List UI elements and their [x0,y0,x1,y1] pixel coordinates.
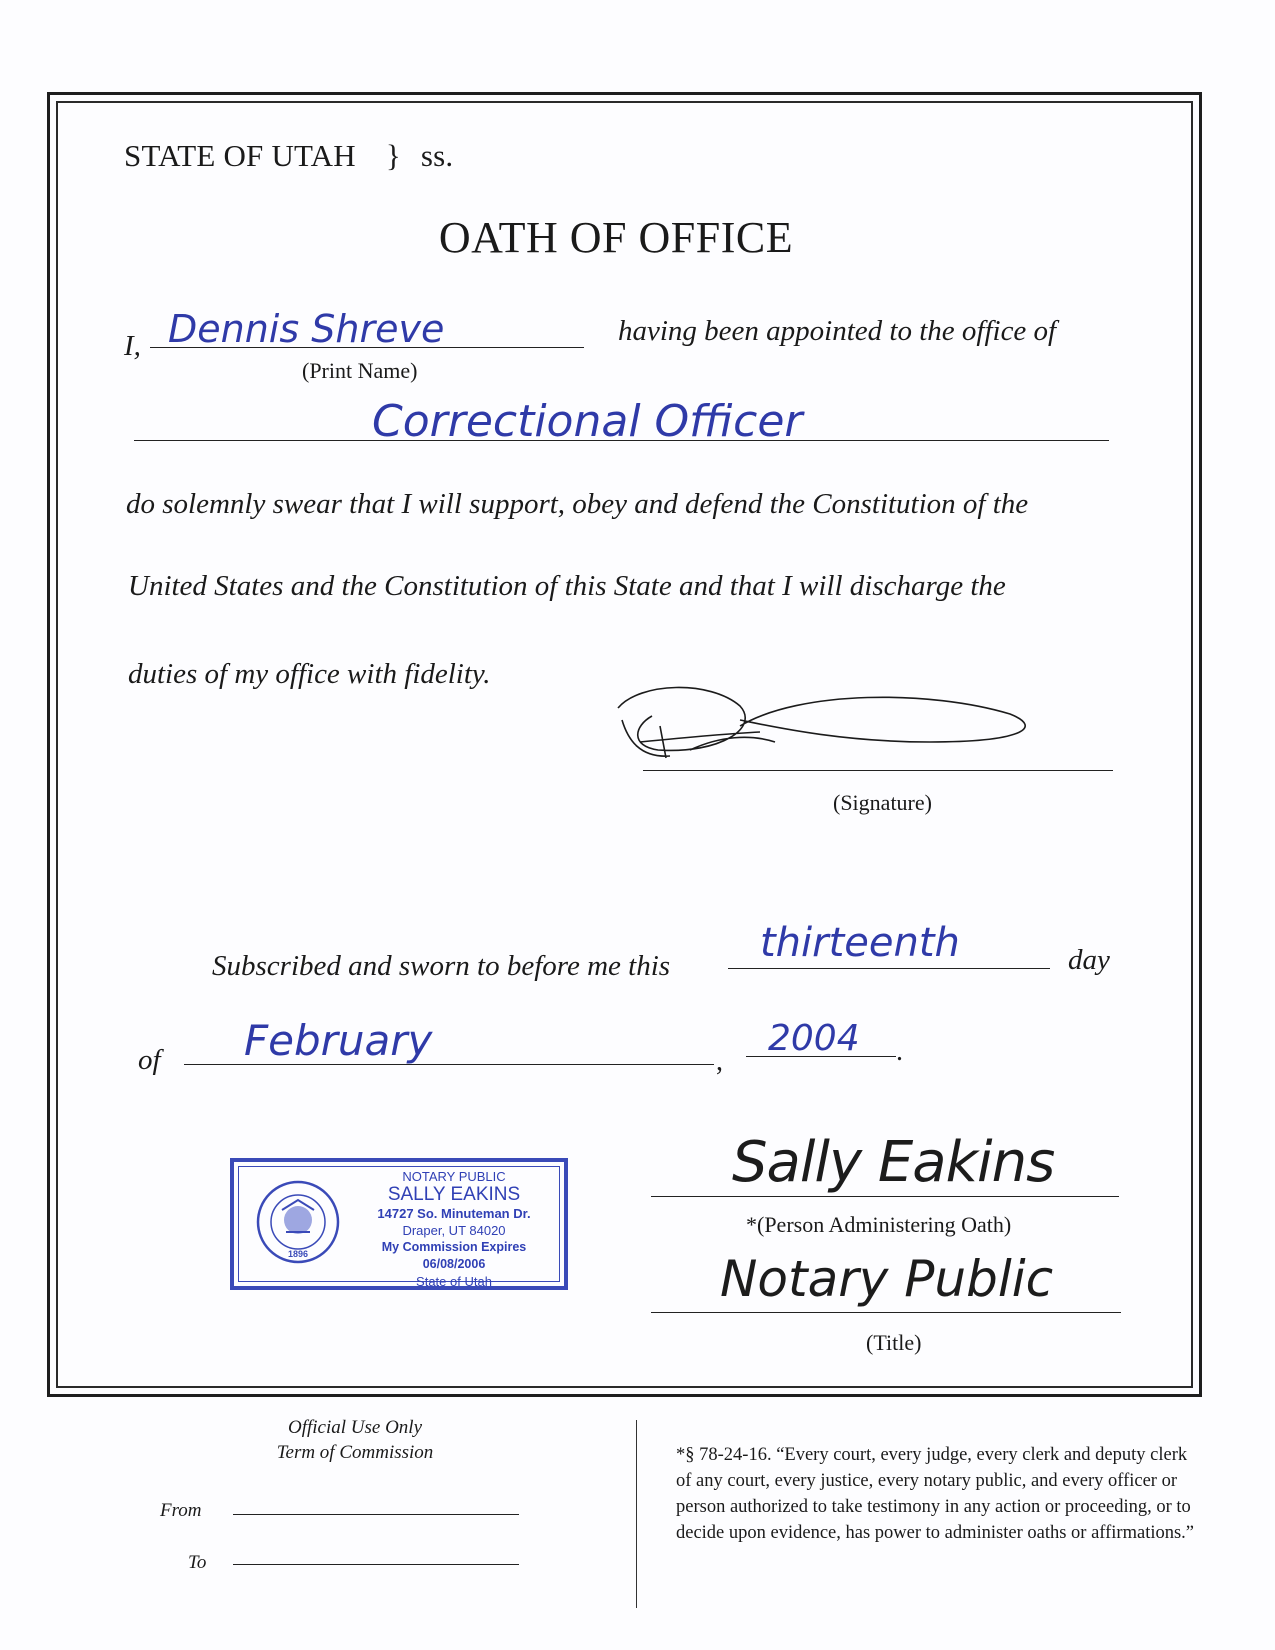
from-line [233,1514,519,1515]
signature-line [643,770,1113,771]
stamp-line-5: My Commission Expires 06/08/2006 [381,1240,527,1271]
term-of-commission: Term of Commission [276,1442,434,1463]
day-line [728,968,1050,969]
of-word: of [138,1044,161,1076]
brace: } [385,138,401,173]
title-line [651,1312,1121,1313]
oath-prefix: I, [124,330,141,362]
notary-stamp [230,1158,568,1290]
state-seal-icon [256,1180,340,1264]
footer-divider [636,1420,637,1608]
stamp-line-2: SALLY EAKINS [387,1184,521,1205]
administering-caption: *(Person Administering Oath) [746,1212,1012,1237]
stamp-line-6: State of Utah [416,1274,492,1289]
signature-caption: (Signature) [833,790,932,815]
handwritten-year: 2004 [768,1018,860,1059]
to-label: To [188,1552,207,1573]
stamp-line-3: 14727 So. Minuteman Dr. [377,1206,531,1221]
state-heading [124,138,453,174]
day-word: day [1068,944,1110,976]
handwritten-title: Notary Public [720,1250,1054,1308]
seal-year: 1896 [287,1249,309,1259]
date-comma: , [716,1046,723,1077]
subscribed-text: Subscribed and sworn to before me this [212,950,671,982]
administering-signature: Sally Eakins [732,1130,1055,1195]
oath-text-line-3: duties of my office with fidelity. [128,658,491,690]
title-caption: (Title) [866,1330,922,1355]
handwritten-name: Dennis Shreve [168,307,445,351]
ss-abbrev: ss. [420,138,454,173]
stamp-text [352,1168,556,1290]
stamp-line-4: Draper, UT 84020 [402,1223,506,1238]
date-period: . [896,1036,903,1067]
administering-line [651,1196,1119,1197]
appointed-text: having been appointed to the office of [618,315,1057,347]
oath-text-line-1: do solemnly swear that I will support, obey and defend the Constitution of the [126,488,1029,520]
state-name: STATE OF UTAH [124,138,356,173]
print-name-caption: (Print Name) [302,358,418,383]
from-label: From [160,1500,202,1521]
statute-text: *§ 78-24-16. “Every court, every judge, every clerk and deputy clerk of any court, every justice, every notary public, and every officer or person authorized to take testimony in any action or proceeding, or to decide upon evidence, has power to administer oaths or affirmations.” [676,1445,1195,1543]
handwritten-month: February [244,1016,433,1065]
official-use-line: Official Use Only [287,1417,423,1438]
to-line [233,1564,519,1565]
stamp-line-1: NOTARY PUBLIC [402,1169,506,1184]
document-title: OATH OF OFFICE [438,213,794,262]
oath-text-line-2: United States and the Constitution of this State and that I will discharge the [128,570,1006,602]
signature-scribble [600,680,1040,780]
official-use-heading [262,1415,448,1465]
handwritten-day: thirteenth [760,920,960,966]
handwritten-office: Correctional Officer [372,396,803,447]
